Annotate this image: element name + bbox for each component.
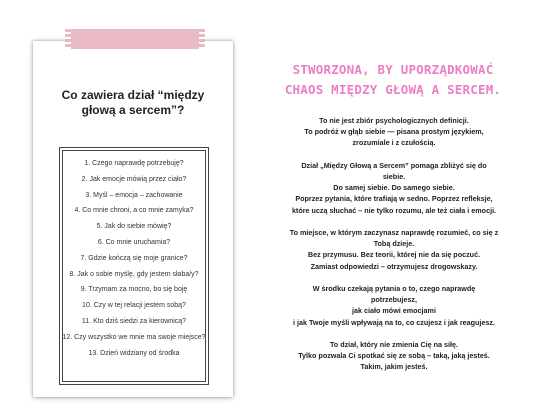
- question-item: 8. Jak o sobie myślę, gdy jestem słaba/y?: [69, 270, 199, 278]
- question-item: 3. Myśl – emocja – zachowanie: [85, 191, 183, 199]
- paragraph-place: [268, 227, 520, 272]
- question-item: 4. Co mnie chroni, a co mnie zamyka?: [74, 207, 194, 215]
- text-line: Poprzez pytania, które trafiają w sedno. Poprzez refleksje,: [295, 194, 493, 204]
- heading-line: CHAOS MIĘDZY GŁOWĄ A SERCEM.: [284, 82, 502, 97]
- questions-list: [60, 148, 208, 361]
- question-item: 13. Dzień widziany od środka: [88, 349, 180, 357]
- text-line: Zamiast odpowiedzi – otrzymujesz drogowskazy.: [310, 261, 478, 271]
- text-line: Tylko pozwala Ci spotkać się ze sobą – taką, jaką jesteś.: [298, 351, 490, 361]
- paragraph-closing: [268, 339, 520, 373]
- question-item: 1. Czego naprawdę potrzebuję?: [84, 160, 184, 167]
- question-item: 10. Czy w tej relacji jestem sobą?: [82, 302, 186, 310]
- question-item: 5. Jak do siebie mówię?: [96, 223, 172, 231]
- question-item: 2. Jak emocje mówią przez ciało?: [81, 175, 187, 183]
- description-text: [268, 115, 520, 384]
- washi-tape: [68, 29, 202, 49]
- heading-line: STWORZONA, BY UPORZĄDKOWAĆ: [292, 62, 494, 77]
- text-line: To podróż w głąb siebie — pisana prostym językiem,: [304, 127, 484, 137]
- text-line: Takim, jakim jesteś.: [360, 362, 428, 372]
- text-line: To dział, który nie zmienia Cię na siłę.: [329, 340, 459, 349]
- card-title-line: głową a sercem”?: [81, 103, 185, 117]
- text-line: które uczą słuchać – nie tylko rozumu, ale też ciała i emocji.: [291, 205, 497, 215]
- text-line: zrozumiale i z czułością.: [352, 138, 436, 148]
- card-title: [33, 88, 233, 118]
- paragraph-inside: [268, 283, 520, 328]
- questions-box: [59, 147, 209, 385]
- promo-heading: [262, 60, 524, 100]
- question-item: 12. Czy wszystko we mnie ma swoje miejsce?: [62, 333, 206, 341]
- text-line: To nie jest zbiór psychologicznych definicji.: [319, 116, 469, 125]
- question-item: 6. Co mnie uruchamia?: [97, 238, 171, 246]
- text-line: Bez przymusu. Bez teorii, której nie da się poczuć.: [307, 250, 481, 260]
- text-line: Do samej siebie. Do samego siebie.: [333, 183, 455, 193]
- worksheet-card: [33, 41, 233, 397]
- text-line: W środku czekają pytania o to, czego naprawdę: [312, 284, 476, 293]
- question-item: 11. Kto dziś siedzi za kierownicą?: [81, 317, 187, 325]
- text-line: Tobą dzieje.: [373, 239, 415, 249]
- text-line: i jak Twoje myśli wpływają na to, co czujesz i jak reagujesz.: [293, 317, 495, 327]
- text-line: siebie.: [382, 172, 406, 181]
- text-line: Dział „Między Głową a Sercem” pomaga zbliżyć się do: [301, 160, 487, 170]
- paragraph-intro: [268, 115, 520, 149]
- paragraph-purpose: [268, 160, 520, 216]
- question-item: 7. Gdzie kończą się moje granice?: [80, 254, 188, 262]
- text-line: jak ciało mówi emocjami: [352, 306, 436, 316]
- question-item: 9. Trzymam za mocno, bo się boję: [80, 286, 188, 294]
- text-line: potrzebujesz,: [371, 295, 417, 305]
- text-line: To miejsce, w którym zaczynasz naprawdę rozumieć, co się z: [289, 228, 499, 237]
- card-title-line: Co zawiera dział “między: [61, 88, 205, 102]
